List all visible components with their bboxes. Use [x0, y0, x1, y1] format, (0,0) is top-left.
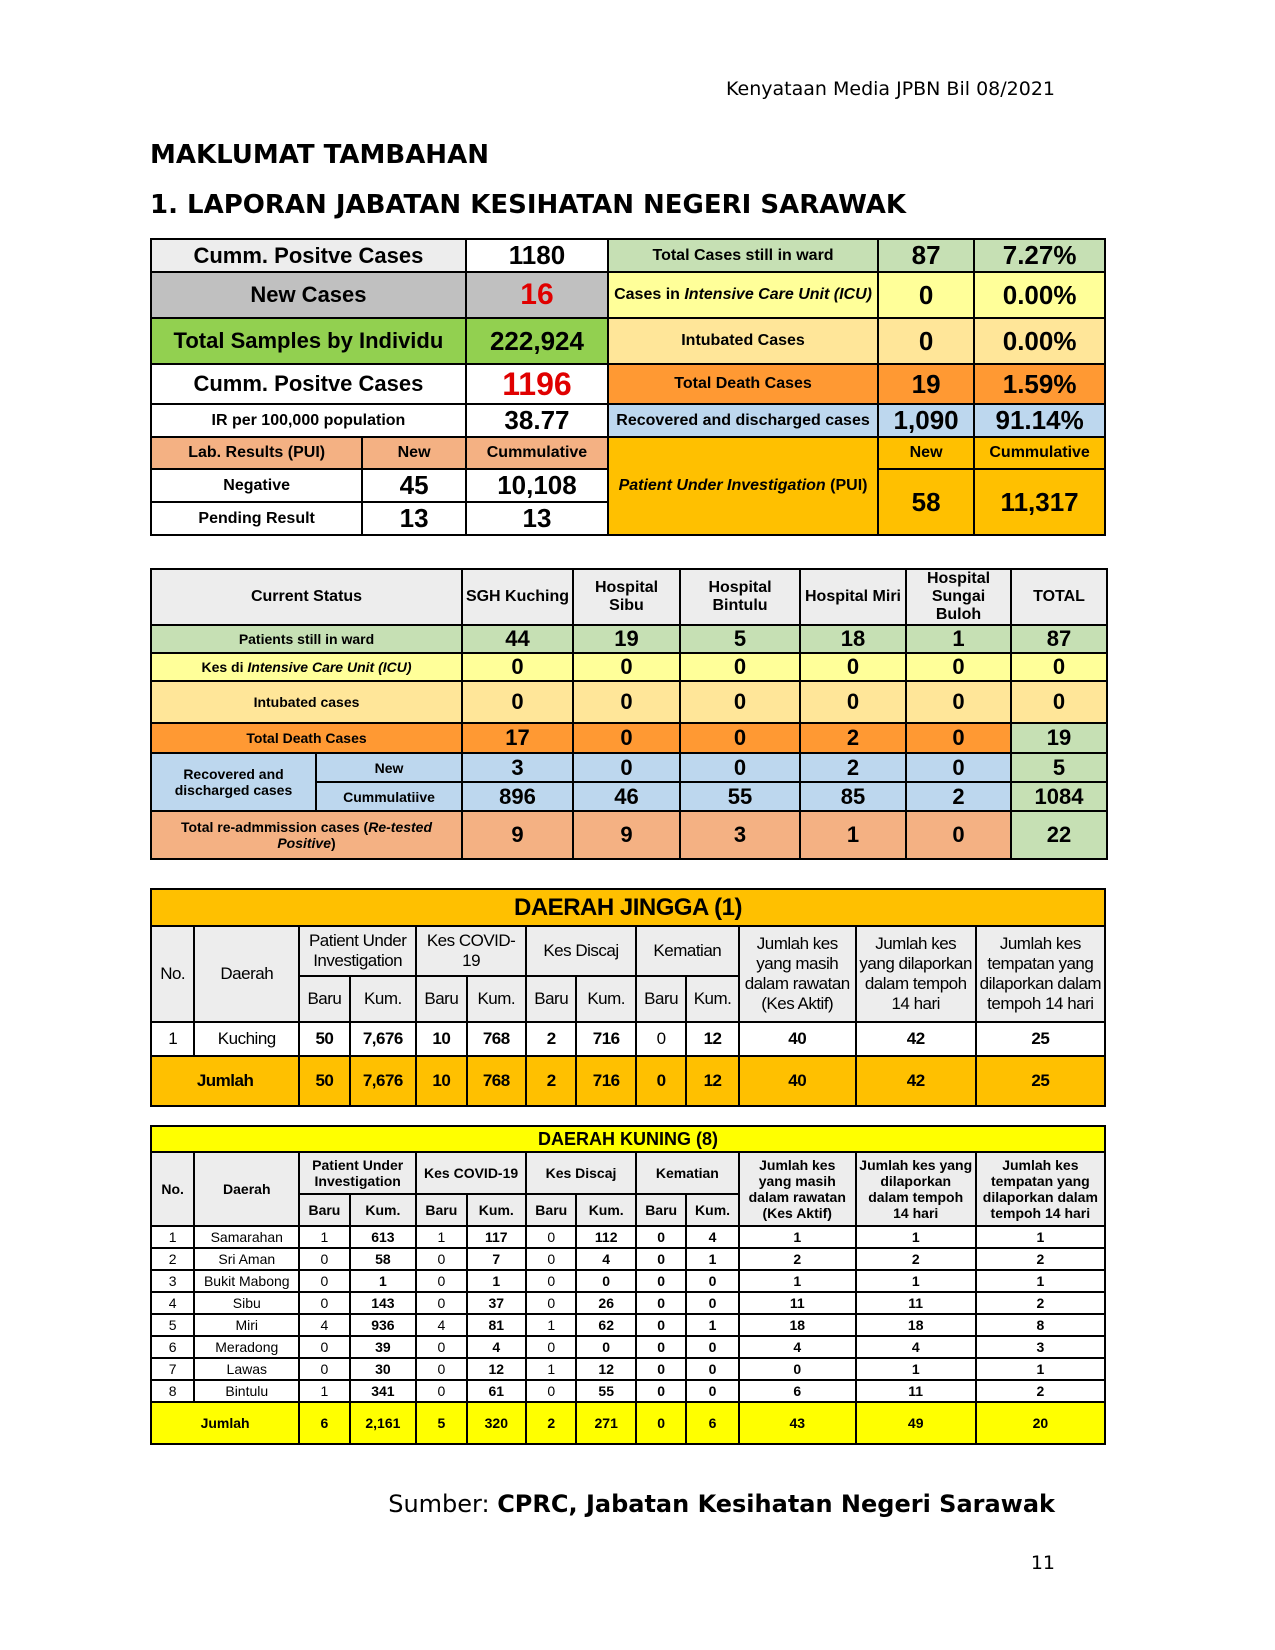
- table-row: [151, 1292, 1105, 1314]
- col-daerah: Daerah: [194, 1152, 299, 1226]
- status-cell: 87: [1011, 625, 1107, 653]
- cell: 0: [299, 1358, 349, 1380]
- cell: 1: [976, 1270, 1105, 1292]
- cell: 0: [299, 1336, 349, 1358]
- ward-pct: 7.27%: [974, 239, 1105, 272]
- table-row: [151, 1226, 1105, 1248]
- cell: 7,676: [350, 1022, 417, 1056]
- cell: 62: [576, 1314, 635, 1336]
- status-cell: 0: [680, 753, 800, 782]
- new-cases-label: New Cases: [151, 272, 466, 318]
- col-kes: Kes COVID-19: [416, 926, 526, 976]
- cell: 0: [416, 1336, 466, 1358]
- pui-new-header: New: [878, 437, 974, 469]
- status-cell: 0: [906, 653, 1011, 681]
- table-row: [151, 1358, 1105, 1380]
- cell: 0: [686, 1380, 738, 1402]
- cell: 5: [416, 1402, 466, 1444]
- table-row: [151, 1380, 1105, 1402]
- status-cell: 0: [906, 723, 1011, 753]
- col-baru: Baru: [526, 1194, 576, 1226]
- col-kum: Kum.: [686, 1194, 738, 1226]
- status-cell: 1: [800, 811, 906, 859]
- negative-new: 45: [362, 469, 466, 502]
- status-cell: 3: [462, 753, 573, 782]
- cell: 7: [151, 1358, 194, 1380]
- cell: 7: [467, 1248, 526, 1270]
- district-name: Sibu: [194, 1292, 299, 1314]
- cell: Kuching: [194, 1022, 299, 1056]
- status-header-miri: Hospital Miri: [800, 569, 906, 625]
- status-ward-label: Patients still in ward: [151, 625, 462, 653]
- cell: 1: [686, 1314, 738, 1336]
- pending-new: 13: [362, 502, 466, 535]
- cell: 2: [976, 1380, 1105, 1402]
- cell: 25: [976, 1056, 1105, 1106]
- table-row: [151, 1248, 1105, 1270]
- col-baru: Baru: [526, 976, 576, 1022]
- cell: 1: [739, 1226, 856, 1248]
- cell: 0: [526, 1336, 576, 1358]
- cell: 2: [526, 1056, 576, 1106]
- col-baru: Baru: [416, 976, 466, 1022]
- col-pui: Patient Under Investigation: [299, 926, 416, 976]
- cell: 6: [151, 1336, 194, 1358]
- new-cases-value: 16: [466, 272, 608, 318]
- cell: 1: [151, 1226, 194, 1248]
- status-cell: 46: [573, 782, 680, 811]
- status-cell: 19: [573, 625, 680, 653]
- col-pui: Patient Under Investigation: [299, 1152, 416, 1194]
- document-reference: Kenyataan Media JPBN Bil 08/2021: [726, 78, 1055, 100]
- cell: 4: [299, 1314, 349, 1336]
- col-kematian: Kematian: [636, 1152, 739, 1194]
- col-aktif: Jumlah kes yang masih dalam rawatan (Kes Aktif): [739, 1152, 856, 1226]
- cell: 0: [416, 1358, 466, 1380]
- cell: 1: [467, 1270, 526, 1292]
- cell: 1: [856, 1270, 976, 1292]
- cell: 0: [686, 1292, 738, 1314]
- cell: 61: [467, 1380, 526, 1402]
- cell: 2: [526, 1022, 576, 1056]
- cell: 0: [416, 1292, 466, 1314]
- status-cell: 3: [680, 811, 800, 859]
- cell: 0: [636, 1226, 686, 1248]
- status-cell: 9: [462, 811, 573, 859]
- col-baru: Baru: [299, 1194, 349, 1226]
- page-number: 11: [1030, 1552, 1055, 1574]
- cell: 4: [739, 1336, 856, 1358]
- col-kes: Kes COVID-19: [416, 1152, 526, 1194]
- cell: 10: [416, 1056, 466, 1106]
- status-intubated-label: Intubated cases: [151, 681, 462, 723]
- cell: 613: [350, 1226, 417, 1248]
- cell: 0: [686, 1270, 738, 1292]
- cell: 10: [416, 1022, 466, 1056]
- cell: 37: [467, 1292, 526, 1314]
- cell: 716: [576, 1056, 635, 1106]
- total-label: Jumlah: [151, 1402, 299, 1444]
- status-recovered-new-label: New: [316, 753, 462, 782]
- col-kum: Kum.: [350, 1194, 417, 1226]
- status-cell: 2: [800, 723, 906, 753]
- icu-label: Cases in Intensive Care Unit (ICU): [608, 272, 878, 318]
- cell: 25: [976, 1022, 1105, 1056]
- cell: 42: [856, 1056, 976, 1106]
- district-name: Samarahan: [194, 1226, 299, 1248]
- intubated-pct: 0.00%: [974, 318, 1105, 364]
- status-cell: 0: [573, 653, 680, 681]
- status-cell: 0: [573, 723, 680, 753]
- total-row: [151, 1056, 1105, 1106]
- status-recovered-label: Recovered and discharged cases: [151, 753, 316, 811]
- cell: 2: [526, 1402, 576, 1444]
- cell: 2,161: [350, 1402, 417, 1444]
- status-recovered-cumm-label: Cummulatiive: [316, 782, 462, 811]
- col-discaj: Kes Discaj: [526, 1152, 636, 1194]
- ward-value: 87: [878, 239, 974, 272]
- cell: 0: [636, 1056, 686, 1106]
- col-kum: Kum.: [686, 976, 738, 1022]
- status-cell: 0: [906, 681, 1011, 723]
- cell: 0: [739, 1358, 856, 1380]
- negative-label: Negative: [151, 469, 362, 502]
- death-value: 19: [878, 364, 974, 404]
- status-cell: 0: [906, 753, 1011, 782]
- cell: 8: [976, 1314, 1105, 1336]
- page-title: MAKLUMAT TAMBAHAN: [150, 140, 489, 170]
- cell: 1: [976, 1358, 1105, 1380]
- table-row: [151, 1336, 1105, 1358]
- cell: 0: [526, 1292, 576, 1314]
- intubated-value: 0: [878, 318, 974, 364]
- cell: 768: [467, 1056, 526, 1106]
- cell: 11: [856, 1380, 976, 1402]
- cell: 1: [976, 1226, 1105, 1248]
- status-cell: 0: [800, 653, 906, 681]
- cell: 0: [576, 1270, 635, 1292]
- col-kum: Kum.: [467, 976, 526, 1022]
- col-kum: Kum.: [467, 1194, 526, 1226]
- col-baru: Baru: [299, 976, 349, 1022]
- cell: 1: [151, 1022, 194, 1056]
- jingga-title: DAERAH JINGGA (1): [151, 889, 1105, 926]
- intubated-label: Intubated Cases: [608, 318, 878, 364]
- cell: 0: [636, 1248, 686, 1270]
- death-label: Total Death Cases: [608, 364, 878, 404]
- district-name: Bintulu: [194, 1380, 299, 1402]
- col-baru: Baru: [636, 1194, 686, 1226]
- cell: 2: [856, 1248, 976, 1270]
- total-row: [151, 1402, 1105, 1444]
- status-cell: 896: [462, 782, 573, 811]
- total-label: Jumlah: [151, 1056, 299, 1106]
- negative-cumm: 10,108: [466, 469, 608, 502]
- status-cell: 0: [573, 753, 680, 782]
- cell: 0: [299, 1270, 349, 1292]
- cell: 12: [467, 1358, 526, 1380]
- cell: 0: [526, 1248, 576, 1270]
- recovered-value: 1,090: [878, 404, 974, 437]
- cell: 1: [299, 1226, 349, 1248]
- source-note: Sumber: CPRC, Jabatan Kesihatan Negeri Sarawak: [388, 1490, 1055, 1518]
- cell: 4: [151, 1292, 194, 1314]
- cumm-positive-value: 1180: [466, 239, 608, 272]
- cumm-positive-label: Cumm. Positve Cases: [151, 239, 466, 272]
- cell: 39: [350, 1336, 417, 1358]
- col-dilapor: Jumlah kes yang dilaporkan dalam tempoh 14 hari: [856, 926, 976, 1022]
- status-header-sibu: Hospital Sibu: [573, 569, 680, 625]
- cell: 0: [636, 1380, 686, 1402]
- district-name: Miri: [194, 1314, 299, 1336]
- cell: 18: [856, 1314, 976, 1336]
- samples-value: 222,924: [466, 318, 608, 364]
- ir-label: IR per 100,000 population: [151, 404, 466, 437]
- status-header-total: TOTAL: [1011, 569, 1107, 625]
- kuning-title: DAERAH KUNING (8): [151, 1126, 1105, 1152]
- status-cell: 1: [906, 625, 1011, 653]
- cell: 30: [350, 1358, 417, 1380]
- cell: 0: [636, 1022, 686, 1056]
- cell: 6: [739, 1380, 856, 1402]
- status-cell: 5: [1011, 753, 1107, 782]
- status-cell: 0: [462, 653, 573, 681]
- status-cell: 1084: [1011, 782, 1107, 811]
- cell: 11: [739, 1292, 856, 1314]
- col-kum: Kum.: [576, 1194, 635, 1226]
- cell: 716: [576, 1022, 635, 1056]
- col-no: No.: [151, 926, 194, 1022]
- district-name: Sri Aman: [194, 1248, 299, 1270]
- cumm-positive-total-value: 1196: [466, 364, 608, 404]
- cell: 0: [636, 1358, 686, 1380]
- cell: 20: [976, 1402, 1105, 1444]
- table-row: [151, 1270, 1105, 1292]
- col-aktif: Jumlah kes yang masih dalam rawatan (Kes Aktif): [739, 926, 856, 1022]
- col-tempatan: Jumlah kes tempatan yang dilaporkan dalam tempoh 14 hari: [976, 926, 1105, 1022]
- pui-cumm-value: 11,317: [974, 469, 1105, 535]
- recovered-pct: 91.14%: [974, 404, 1105, 437]
- cell: 271: [576, 1402, 635, 1444]
- cell: 0: [576, 1336, 635, 1358]
- cell: 320: [467, 1402, 526, 1444]
- ir-value: 38.77: [466, 404, 608, 437]
- cell: 2: [976, 1292, 1105, 1314]
- status-cell: 0: [462, 681, 573, 723]
- cell: 58: [350, 1248, 417, 1270]
- cell: 43: [739, 1402, 856, 1444]
- status-cell: 0: [1011, 653, 1107, 681]
- cell: 1: [299, 1380, 349, 1402]
- status-icu-label: Kes di Intensive Care Unit (ICU): [151, 653, 462, 681]
- status-header-sungai-buloh: Hospital Sungai Buloh: [906, 569, 1011, 625]
- cell: 1: [739, 1270, 856, 1292]
- status-cell: 0: [906, 811, 1011, 859]
- pui-cumm-header: Cummulative: [974, 437, 1105, 469]
- cell: 3: [151, 1270, 194, 1292]
- cell: 6: [299, 1402, 349, 1444]
- icu-pct: 0.00%: [974, 272, 1105, 318]
- table-row: [151, 1022, 1105, 1056]
- lab-new-header: New: [362, 437, 466, 469]
- cell: 0: [636, 1292, 686, 1314]
- cell: 0: [416, 1380, 466, 1402]
- samples-label: Total Samples by Individu: [151, 318, 466, 364]
- cell: 1: [856, 1226, 976, 1248]
- cell: 42: [856, 1022, 976, 1056]
- status-cell: 0: [680, 681, 800, 723]
- cell: 1: [856, 1358, 976, 1380]
- cell: 143: [350, 1292, 417, 1314]
- cell: 0: [416, 1270, 466, 1292]
- col-no: No.: [151, 1152, 194, 1226]
- status-cell: 9: [573, 811, 680, 859]
- status-cell: 85: [800, 782, 906, 811]
- table-row: [151, 1314, 1105, 1336]
- cell: 40: [739, 1056, 856, 1106]
- status-cell: 0: [680, 653, 800, 681]
- cell: 4: [856, 1336, 976, 1358]
- status-cell: 55: [680, 782, 800, 811]
- death-pct: 1.59%: [974, 364, 1105, 404]
- cell: 4: [416, 1314, 466, 1336]
- lab-cumm-header: Cummulative: [466, 437, 608, 469]
- cell: 4: [576, 1248, 635, 1270]
- status-cell: 0: [800, 681, 906, 723]
- cell: 2: [976, 1248, 1105, 1270]
- status-cell: 18: [800, 625, 906, 653]
- col-discaj: Kes Discaj: [526, 926, 636, 976]
- cell: 18: [739, 1314, 856, 1336]
- status-cell: 0: [680, 723, 800, 753]
- pui-label: Patient Under Investigation (PUI): [608, 437, 878, 535]
- cell: 117: [467, 1226, 526, 1248]
- cell: 0: [636, 1270, 686, 1292]
- pui-new-value: 58: [878, 469, 974, 535]
- status-cell: 22: [1011, 811, 1107, 859]
- cell: 2: [151, 1248, 194, 1270]
- status-death-label: Total Death Cases: [151, 723, 462, 753]
- cell: 0: [686, 1336, 738, 1358]
- lab-results-label: Lab. Results (PUI): [151, 437, 362, 469]
- status-header-bintulu: Hospital Bintulu: [680, 569, 800, 625]
- section-title: 1. LAPORAN JABATAN KESIHATAN NEGERI SARAWAK: [150, 190, 906, 220]
- cell: 49: [856, 1402, 976, 1444]
- cell: 0: [526, 1380, 576, 1402]
- col-kum: Kum.: [350, 976, 417, 1022]
- col-tempatan: Jumlah kes tempatan yang dilaporkan dalam tempoh 14 hari: [976, 1152, 1105, 1226]
- cell: 55: [576, 1380, 635, 1402]
- status-readmission-label: Total re-admmission cases (Re-tested Positive): [151, 811, 462, 859]
- status-cell: 5: [680, 625, 800, 653]
- status-header-sgh: SGH Kuching: [462, 569, 573, 625]
- pending-label: Pending Result: [151, 502, 362, 535]
- district-name: Lawas: [194, 1358, 299, 1380]
- cell: 768: [467, 1022, 526, 1056]
- cell: 4: [686, 1226, 738, 1248]
- summary-table: [150, 238, 1106, 536]
- cell: 0: [636, 1402, 686, 1444]
- cell: 2: [739, 1248, 856, 1270]
- status-cell: 0: [1011, 681, 1107, 723]
- cell: 7,676: [350, 1056, 417, 1106]
- cell: 1: [686, 1248, 738, 1270]
- cell: 0: [299, 1248, 349, 1270]
- status-cell: 0: [573, 681, 680, 723]
- cell: 4: [467, 1336, 526, 1358]
- cell: 12: [686, 1022, 738, 1056]
- district-name: Meradong: [194, 1336, 299, 1358]
- cell: 0: [526, 1226, 576, 1248]
- cell: 0: [686, 1358, 738, 1380]
- cell: 0: [299, 1292, 349, 1314]
- cell: 936: [350, 1314, 417, 1336]
- cell: 0: [636, 1336, 686, 1358]
- cell: 50: [299, 1056, 349, 1106]
- district-name: Bukit Mabong: [194, 1270, 299, 1292]
- ward-label: Total Cases still in ward: [608, 239, 878, 272]
- cell: 112: [576, 1226, 635, 1248]
- col-dilapor: Jumlah kes yang dilaporkan dalam tempoh 14 hari: [856, 1152, 976, 1226]
- status-cell: 2: [800, 753, 906, 782]
- cell: 50: [299, 1022, 349, 1056]
- recovered-label: Recovered and discharged cases: [608, 404, 878, 437]
- cell: 12: [576, 1358, 635, 1380]
- status-header-label: Current Status: [151, 569, 462, 625]
- pending-cumm: 13: [466, 502, 608, 535]
- cell: 1: [526, 1314, 576, 1336]
- cell: 1: [350, 1270, 417, 1292]
- cell: 3: [976, 1336, 1105, 1358]
- cell: 0: [636, 1314, 686, 1336]
- status-cell: 2: [906, 782, 1011, 811]
- col-baru: Baru: [416, 1194, 466, 1226]
- cell: 11: [856, 1292, 976, 1314]
- cell: 81: [467, 1314, 526, 1336]
- cell: 8: [151, 1380, 194, 1402]
- cell: 1: [416, 1226, 466, 1248]
- jingga-table: [150, 888, 1106, 1107]
- cell: 1: [526, 1358, 576, 1380]
- col-baru: Baru: [636, 976, 686, 1022]
- col-kematian: Kematian: [636, 926, 739, 976]
- cumm-positive-total-label: Cumm. Positve Cases: [151, 364, 466, 404]
- cell: 0: [416, 1248, 466, 1270]
- status-cell: 44: [462, 625, 573, 653]
- cell: 26: [576, 1292, 635, 1314]
- kuning-table: [150, 1125, 1106, 1445]
- hospital-status-table: [150, 568, 1108, 860]
- col-kum: Kum.: [576, 976, 635, 1022]
- cell: 0: [526, 1270, 576, 1292]
- cell: 341: [350, 1380, 417, 1402]
- cell: 6: [686, 1402, 738, 1444]
- cell: 12: [686, 1056, 738, 1106]
- cell: 40: [739, 1022, 856, 1056]
- icu-value: 0: [878, 272, 974, 318]
- status-cell: 19: [1011, 723, 1107, 753]
- cell: 5: [151, 1314, 194, 1336]
- col-daerah: Daerah: [194, 926, 299, 1022]
- status-cell: 17: [462, 723, 573, 753]
